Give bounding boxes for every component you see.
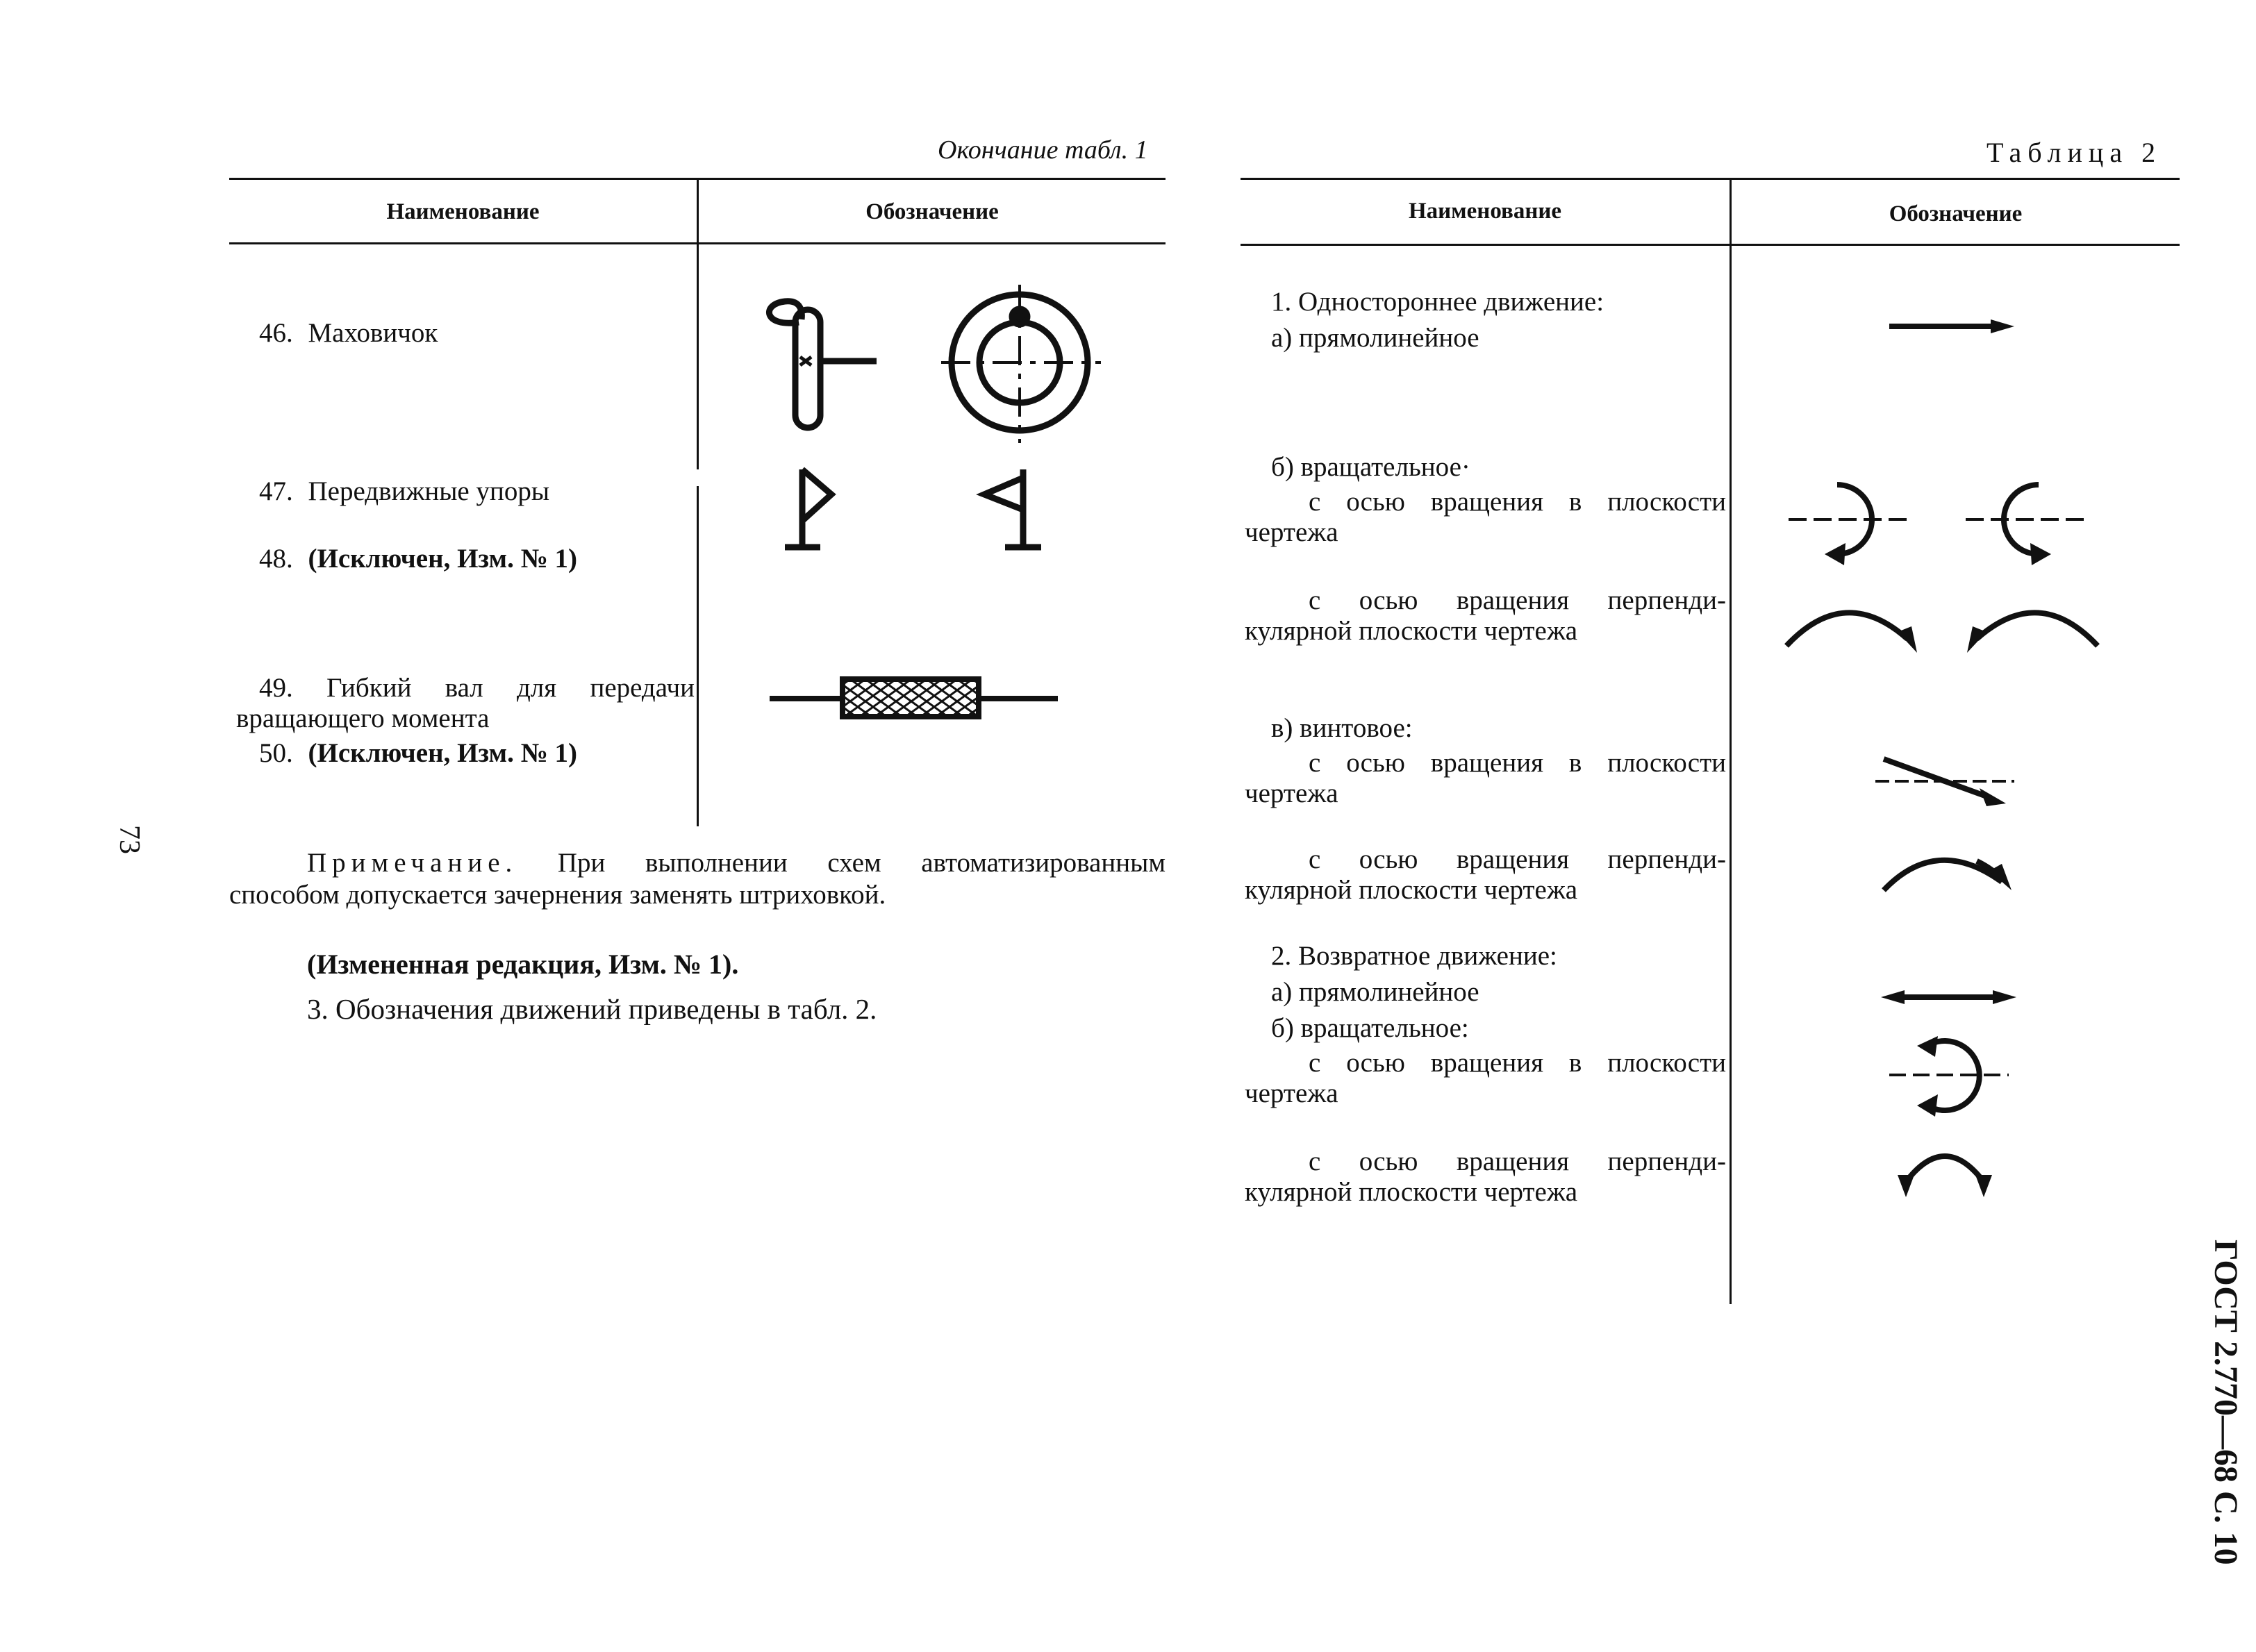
flexible-shaft-icon <box>766 674 1061 722</box>
table-caption-left: Окончание табл. 1 <box>938 135 1148 165</box>
row-1v-perpendicular <box>1245 842 1726 908</box>
row-1v-in-plane <box>1245 746 1726 811</box>
helical-perpendicular-icon <box>1880 840 2018 896</box>
header-symbol: Обозначение <box>865 199 999 224</box>
row-number: 50. <box>259 738 293 768</box>
text-line2: чертежа <box>1245 1078 1338 1108</box>
table-caption-right: Таблица 2 <box>1987 137 2162 168</box>
row-name-line2: вращающего момента <box>236 703 490 733</box>
movable-stops-icon <box>774 464 1052 554</box>
reciprocal-rotation-perpendicular-icon <box>1895 1144 1996 1200</box>
row-name: (Исключен, Изм. № 1) <box>308 544 578 574</box>
row-47 <box>259 474 549 509</box>
header-name: Наименование <box>1409 199 1561 224</box>
row-1a: а) прямолинейное <box>1271 323 1479 353</box>
row-number: 47. <box>259 476 293 506</box>
gost-page-label: ГОСТ 2.770—68 С. 10 <box>2207 1240 2244 1565</box>
row-1b: б) вращательное· <box>1271 452 1470 482</box>
text-line2: чертежа <box>1245 517 1338 547</box>
row-48 <box>259 542 577 576</box>
text-line2: чертежа <box>1245 778 1338 808</box>
text-line1: с осью вращения в плоскости <box>1309 487 1726 517</box>
text-line1: с осью вращения в плоскости <box>1309 748 1726 778</box>
amendment-note: (Измененная редакция, Изм. № 1). <box>307 949 739 980</box>
row-2b-in-plane <box>1245 1046 1726 1111</box>
row-name: Передвижные упоры <box>308 476 550 506</box>
item-3: 3. Обозначения движений приведены в табл. 2. <box>307 993 877 1025</box>
rotation-in-plane-icon <box>1789 471 2087 568</box>
section-1-heading: 1. Одностороннее движение: <box>1271 287 1604 317</box>
text-line1: с осью вращения в плоскости <box>1309 1048 1726 1078</box>
page-number: 73 <box>113 825 145 854</box>
handwheel-icon <box>757 285 1104 444</box>
note-line1 <box>229 846 1166 881</box>
row-name-part: Гибкий вал для передачи <box>326 673 695 703</box>
note-label: Примечание. <box>307 848 518 878</box>
row-1b-in-plane <box>1245 485 1726 550</box>
rotation-perpendicular-icon <box>1782 590 2102 656</box>
row-name: (Исключен, Изм. № 1) <box>308 738 578 768</box>
header-symbol: Обозначение <box>1889 201 2023 226</box>
row-number: 46. <box>259 318 293 348</box>
row-50 <box>259 736 577 771</box>
text-line2: кулярной плоскости чертежа <box>1245 1177 1578 1207</box>
text-line1: с осью вращения перпенди- <box>1309 844 1726 874</box>
row-49 <box>236 671 695 736</box>
section-2-heading: 2. Возвратное движение: <box>1271 941 1557 971</box>
text-line1: с осью вращения перпенди- <box>1309 1146 1726 1176</box>
double-arrow-icon <box>1881 985 2016 1010</box>
header-name: Наименование <box>386 199 540 224</box>
note-text: При выполнении схем автоматизированным <box>557 848 1166 878</box>
arrow-right-icon <box>1888 314 2016 339</box>
row-2b-perpendicular <box>1245 1144 1726 1210</box>
table-column-divider-lower <box>697 486 699 826</box>
row-1v: в) винтовое: <box>1271 713 1413 743</box>
table2-header-rule <box>1241 244 2180 246</box>
table2-top-rule <box>1241 178 2180 180</box>
row-46 <box>259 316 438 351</box>
text-line1: с осью вращения перпенди- <box>1309 585 1726 615</box>
text-line2: кулярной плоскости чертежа <box>1245 875 1578 905</box>
row-name-line1 <box>236 671 695 706</box>
row-2a: а) прямолинейное <box>1271 977 1479 1007</box>
table-note <box>229 846 1166 912</box>
row-number: 48. <box>259 544 293 574</box>
row-name: Маховичок <box>308 318 438 348</box>
note-line2: способом допускается зачернения заменять штриховкой. <box>229 880 886 910</box>
table2-column-divider <box>1730 178 1732 1304</box>
text-line2: кулярной плоскости чертежа <box>1245 616 1578 646</box>
reciprocal-rotation-in-plane-icon <box>1889 1026 2011 1124</box>
row-2b: б) вращательное: <box>1271 1013 1469 1043</box>
helical-in-plane-icon <box>1875 753 2014 809</box>
row-number: 49. <box>259 673 293 703</box>
row-1b-perpendicular <box>1245 583 1726 649</box>
